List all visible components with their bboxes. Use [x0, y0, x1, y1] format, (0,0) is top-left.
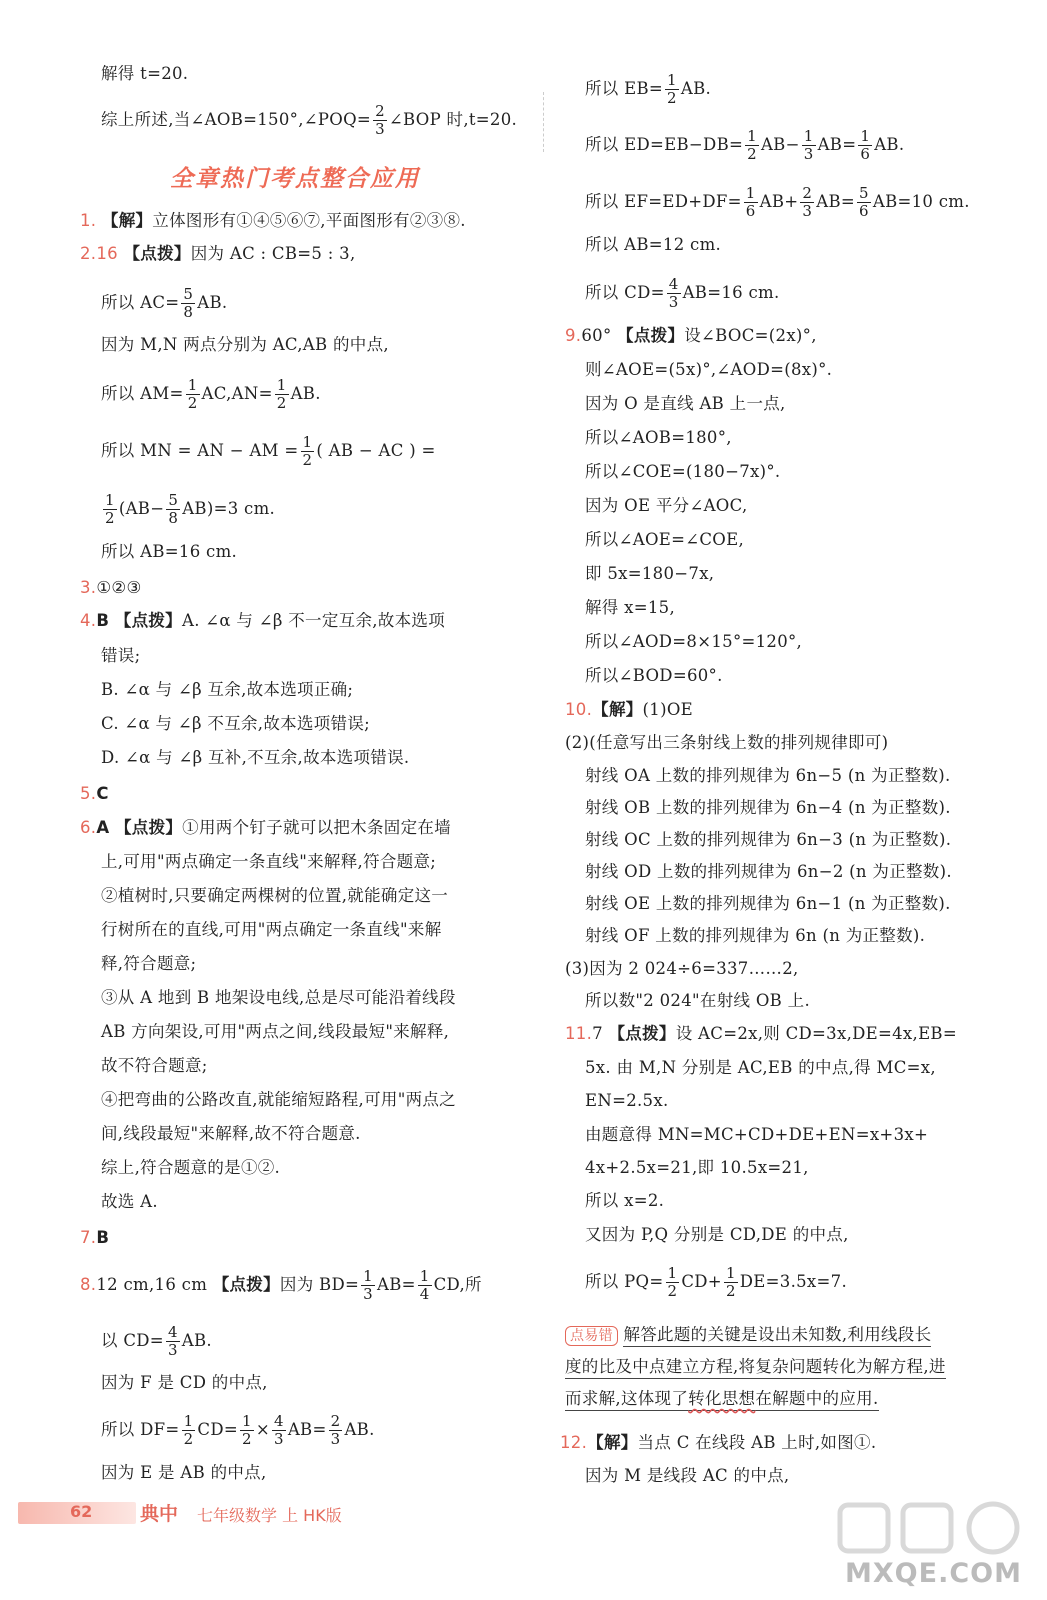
text-line: 因为 OE 平分∠AOC,: [585, 496, 748, 515]
text-line: 所以 EF=ED+DF= $\frac{1}{6}$ AB+ $\frac{2}{3}$ AB= $\frac{5}{6}$ AB=10 cm.: [585, 184, 970, 220]
text-line: 所以 CD= $\frac{4}{3}$ AB=16 cm.: [585, 275, 780, 311]
text-line: 故不符合题意;: [101, 1056, 208, 1075]
answer-9: 9.60° 【点拨】设∠BOC=(2x)°,: [565, 326, 817, 345]
text-line: 故选 A.: [101, 1192, 158, 1211]
text-line: 解得 t=20.: [101, 64, 189, 83]
answer-8: 8.12 cm,16 cm 【点拨】因为 BD= $\frac{1}{3}$ AB= $\frac{1}{4}$ CD,所: [80, 1267, 482, 1303]
text-line: 所以 AB=12 cm.: [585, 235, 722, 254]
text-line: 综上所述,当∠AOB=150°,∠POQ= $\frac{2}{3}$ ∠BOP 时,t=20.: [101, 102, 518, 138]
text-line: ④把弯曲的公路改直,就能缩短路程,可用"两点之: [101, 1090, 456, 1109]
text-line: 综上,符合题意的是①②.: [101, 1158, 281, 1177]
text-line: 释,符合题意;: [101, 954, 197, 973]
text-line: 由题意得 MN=MC+CD+DE+EN=x+3x+: [585, 1125, 929, 1144]
answer-10: 10.【解】(1)OE: [565, 700, 693, 719]
text-line: ②植树时,只要确定两棵树的位置,就能确定这一: [101, 886, 449, 905]
tip-line: 度的比及中点建立方程,将复杂问题转化为解方程,进: [565, 1356, 946, 1378]
text-line: 所以 x=2.: [585, 1191, 665, 1210]
text-line: ③从 A 地到 B 地架设电线,总是尽可能沿着线段: [101, 988, 456, 1007]
text-line: 又因为 P,Q 分别是 CD,DE 的中点,: [585, 1225, 849, 1244]
text-line: 上,可用"两点确定一条直线"来解释,符合题意;: [101, 852, 437, 871]
text-line: 所以数"2 024"在射线 OB 上.: [585, 991, 811, 1010]
text-line: EN=2.5x.: [585, 1091, 669, 1110]
text-line: D. ∠α 与 ∠β 互补,不互余,故本选项错误.: [101, 748, 410, 767]
answer-6: 6.A 【点拨】①用两个钉子就可以把木条固定在墙: [80, 818, 451, 837]
text-line: 射线 OB 上数的排列规律为 6n−4 (n 为正整数).: [585, 798, 951, 817]
answer-1: 1. 【解】立体图形有①④⑤⑥⑦,平面图形有②③⑧.: [80, 211, 466, 230]
text-line: 解得 x=15,: [585, 598, 676, 617]
text-line: $\frac{1}{2}$ (AB− $\frac{5}{8}$ AB)=3 cm.: [105, 491, 276, 527]
text-line: 5x. 由 M,N 分别是 AC,EB 的中点,得 MC=x,: [585, 1058, 936, 1077]
text-line: 因为 F 是 CD 的中点,: [101, 1373, 268, 1392]
text-line: 4x+2.5x=21,即 10.5x=21,: [585, 1158, 809, 1177]
watermark-text: MXQE.COM: [845, 1558, 1022, 1589]
tip-line: 点易错 解答此题的关键是设出未知数,利用线段长: [565, 1324, 931, 1346]
text-line: AB 方向架设,可用"两点之间,线段最短"来解释,: [101, 1022, 450, 1041]
text-line: 所以∠AOB=180°,: [585, 428, 732, 447]
text-line: 所以∠AOD=8×15°=120°,: [585, 632, 803, 651]
text-line: 因为 O 是直线 AB 上一点,: [585, 394, 786, 413]
answer-2: 2.16 【点拨】因为 AC : CB=5 : 3,: [80, 244, 356, 263]
brand-logo: 典中: [140, 1503, 179, 1525]
answer-3: 3.①②③: [80, 578, 142, 597]
tip-line: 而求解,这体现了转化思想在解题中的应用.: [565, 1388, 879, 1410]
book-title: 七年级数学 上 HK版: [197, 1506, 342, 1525]
text-line: 所以 AB=16 cm.: [101, 542, 238, 561]
text-line: 所以∠AOE=∠COE,: [585, 530, 745, 549]
text-line: 所以 AM= $\frac{1}{2}$ AC,AN= $\frac{1}{2}$ AB.: [101, 376, 321, 412]
text-line: 因为 M,N 两点分别为 AC,AB 的中点,: [101, 335, 389, 354]
text-line: 所以 MN = AN − AM = $\frac{1}{2}$ ( AB − AC ) =: [101, 433, 436, 469]
text-line: 所以 AC= $\frac{5}{8}$ AB.: [101, 285, 228, 321]
text-line: 行树所在的直线,可用"两点确定一条直线"来解: [101, 920, 442, 939]
answer-12: 12.【解】当点 C 在线段 AB 上时,如图①.: [560, 1433, 877, 1452]
text-line: 以 CD= $\frac{4}{3}$ AB.: [101, 1323, 212, 1359]
text-line: 所以 ED=EB−DB= $\frac{1}{2}$ AB− $\frac{1}{3}$ AB= $\frac{1}{6}$ AB.: [585, 127, 905, 163]
text-line: 射线 OF 上数的排列规律为 6n (n 为正整数).: [585, 926, 926, 945]
text-line: 错误;: [101, 646, 141, 665]
page-number: 62: [70, 1502, 93, 1521]
text-line: 射线 OA 上数的排列规律为 6n−5 (n 为正整数).: [585, 766, 951, 785]
text-line: 所以∠COE=(180−7x)°.: [585, 462, 781, 481]
answer-5: 5.C: [80, 784, 109, 803]
answer-11: 11.7 【点拨】设 AC=2x,则 CD=3x,DE=4x,EB=: [565, 1024, 957, 1043]
text-line: (3)因为 2 024÷6=337……2,: [565, 959, 799, 978]
text-line: C. ∠α 与 ∠β 不互余,故本选项错误;: [101, 714, 370, 733]
text-line: 所以 DF= $\frac{1}{2}$ CD= $\frac{1}{2}$ × $\frac{4}{3}$ AB= $\frac{2}{3}$ AB.: [101, 1412, 375, 1448]
text-line: 因为 E 是 AB 的中点,: [101, 1463, 267, 1482]
text-line: 所以∠BOD=60°.: [585, 666, 723, 685]
answer-4: 4.B 【点拨】A. ∠α 与 ∠β 不一定互余,故本选项: [80, 611, 446, 630]
text-line: (2)(任意写出三条射线上数的排列规律即可): [565, 733, 889, 752]
text-line: 间,线段最短"来解释,故不符合题意.: [101, 1124, 361, 1143]
text-line: 即 5x=180−7x,: [585, 564, 715, 583]
text-line: 射线 OC 上数的排列规律为 6n−3 (n 为正整数).: [585, 830, 952, 849]
text-line: 所以 PQ= $\frac{1}{2}$ CD+ $\frac{1}{2}$ DE=3.5x=7.: [585, 1264, 847, 1300]
text-line: 射线 OD 上数的排列规律为 6n−2 (n 为正整数).: [585, 862, 952, 881]
answer-7: 7.B: [80, 1228, 110, 1247]
tip-badge: 点易错: [565, 1326, 618, 1346]
text-line: 所以 EB= $\frac{1}{2}$ AB.: [585, 71, 712, 107]
text-line: 射线 OE 上数的排列规律为 6n−1 (n 为正整数).: [585, 894, 951, 913]
column-divider: [543, 92, 544, 152]
text-line: B. ∠α 与 ∠β 互余,故本选项正确;: [101, 680, 354, 699]
text-line: 因为 M 是线段 AC 的中点,: [585, 1466, 790, 1485]
text-line: 则∠AOE=(5x)°,∠AOD=(8x)°.: [585, 360, 833, 379]
section-title: 全章热门考点整合应用: [170, 166, 420, 192]
